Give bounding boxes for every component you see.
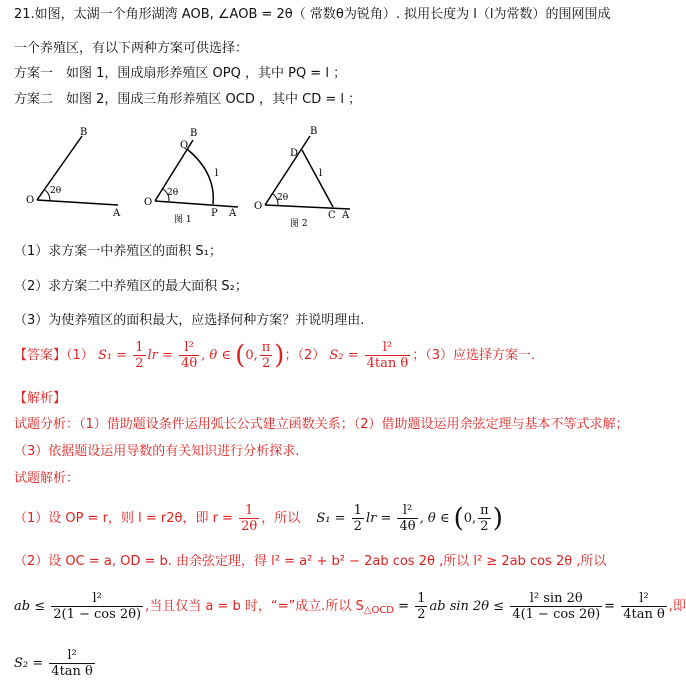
label-angle: 2θ xyxy=(277,193,289,203)
interval-start: 0, xyxy=(245,348,258,363)
label-b: B xyxy=(190,128,198,139)
ab-sin: ab sin 2θ ≤ xyxy=(429,599,505,614)
label-o: O xyxy=(144,197,153,208)
fraction-l2-4theta: $\frac{\text{l²}}{4\theta}$ xyxy=(181,340,198,371)
ab-leq: ab ≤ xyxy=(14,599,46,614)
answer-line: 【答案】（1） S₁ = $\frac{1}{2}$ lr = $\frac{\text{l²}}{4\theta}$ , θ ∈ (0, $\frac{\pi}{2}$ )；（2） S₂ = $\frac{\text{l²}}{\text{4tan θ}}$ ；（3）应选择方案一. xyxy=(14,340,536,371)
problem-line-2: 一个养殖区，有以下两种方案可供选择： xyxy=(14,41,249,56)
answer-part-2: ；（2） xyxy=(284,348,326,363)
fraction-pi-2: $\frac{\pi}{2}$ xyxy=(261,340,271,371)
answer-s2: S₂ = xyxy=(329,348,359,363)
figures xyxy=(0,118,640,238)
scheme-two: 方案二 如图 2，围成三角形养殖区 OCD ，其中 CD = l ； xyxy=(14,92,362,107)
scheme-one: 方案一 如图 1，围成扇形养殖区 OPQ ，其中 PQ = l ； xyxy=(14,66,347,81)
fraction-l2-4tan: $\frac{\text{l²}}{\text{4tan θ}}$ xyxy=(366,340,409,371)
solution-2: （2）设 OC = a, OD = b. 由余弦定理，得 l² = a² + b² − 2ab cos 2θ ,所以 l² ≥ 2ab cos 2θ ,所以 xyxy=(14,554,607,569)
fraction-half: $\frac{1}{2}$ xyxy=(135,340,144,371)
analysis-text-2: （3）依据题设运用导数的有关知识进行分析探求. xyxy=(14,444,300,459)
label-p: P xyxy=(211,208,218,219)
label-d: D xyxy=(290,148,299,159)
solution-1-so: ，所以 xyxy=(261,511,301,526)
final-s2: S₂ = xyxy=(14,656,44,671)
equals-sign: = xyxy=(398,599,410,614)
solution-1-s1: S₁ = xyxy=(316,511,346,526)
question-3: （3）为使养殖区的面积最大，应选择何种方案？并说明理由. xyxy=(14,313,365,328)
label-a: A xyxy=(113,208,121,219)
label-o: O xyxy=(254,201,263,212)
answer-tag: 【答案】 xyxy=(14,348,67,363)
answer-part-1: （1） xyxy=(66,348,94,363)
solution-1-theta-range: , θ ∈ xyxy=(419,511,450,526)
fraction-l2-2-1-cos: $\frac{\text{l²}}{2(1 - \cos 2\theta)}$ xyxy=(53,591,142,622)
answer-lr: lr = xyxy=(147,348,173,363)
solution-3 xyxy=(14,588,686,630)
triangle-subscript: △OCD xyxy=(363,605,395,616)
label-l: l xyxy=(215,168,219,179)
interval-start-2: 0, xyxy=(463,511,477,526)
fraction-half-3: $\frac{1}{2}$ xyxy=(417,591,426,622)
fraction-l2sin-4-1-cos: $\frac{\text{l² sin 2θ}}{4(1 - \cos 2\theta)}$ xyxy=(512,591,601,622)
label-b: B xyxy=(80,127,88,138)
answer-theta-range: , θ ∈ xyxy=(201,348,232,363)
question-2: （2）求方案二中养殖区的最大面积 S₂； xyxy=(14,279,248,294)
fraction-l2-4tan-2: $\frac{\text{l²}}{\text{4tan θ}}$ xyxy=(623,591,665,622)
label-o: O xyxy=(26,195,35,206)
figure-2 xyxy=(254,126,350,229)
label-q: Q xyxy=(180,140,189,151)
label-angle: 2θ xyxy=(167,188,179,198)
solution-1-text: （1）设 OP = r，则 l = r2θ，即 r = xyxy=(14,511,233,526)
fraction-1-2theta: $\frac{1}{2\theta}$ xyxy=(241,503,258,534)
fraction-l2-4theta-2: $\frac{\text{l²}}{4\theta}$ xyxy=(399,503,416,534)
equality-condition: ,当且仅当 a = b 时，“=”成立.所以 S xyxy=(145,599,364,614)
namely-text: ,即 xyxy=(668,599,686,614)
figure-1-caption: 图 1 xyxy=(174,215,192,225)
label-angle: 2θ xyxy=(50,186,62,196)
fraction-pi-2-2: $\frac{\pi}{2}$ xyxy=(480,503,489,534)
solution-4 xyxy=(14,645,97,683)
problem-line-1: 21.如图，太湖一个角形湖湾 AOB, ∠AOB = 2θ（ 常数θ为锐角）. 拟用长度为 l（l为常数）的围网围成 xyxy=(14,7,611,22)
solution-1-lr: lr = xyxy=(365,511,392,526)
answer-s1: S₁ = xyxy=(97,348,128,363)
solution-1: （1）设 OP = r，则 l = r2θ，即 r = $\frac{1}{2\theta}$ ，所以 S₁ = $\frac{1}{2}$ lr = $\frac{\text{l²}}{4\theta}$ , θ ∈ (0, $\frac{\pi}{2}$ ) xyxy=(14,503,503,534)
label-c: C xyxy=(328,210,336,221)
figure-2-caption: 图 2 xyxy=(290,219,308,229)
label-a: A xyxy=(229,208,237,219)
label-b: B xyxy=(310,126,318,137)
fraction-l2-4tan-3: $\frac{\text{l²}}{\text{4tan θ}}$ xyxy=(51,648,93,679)
analysis-tag: 【解析】 xyxy=(14,391,67,406)
fraction-half-2: $\frac{1}{2}$ xyxy=(353,503,362,534)
equals-sign-2: = xyxy=(604,599,616,614)
figure-angle xyxy=(26,127,121,219)
analysis-text-1: 试题分析：（1）借助题设条件运用弧长公式建立函数关系；（2）借助题设运用余弦定理与基本不等式求解； xyxy=(14,417,629,432)
solution-heading: 试题解析： xyxy=(14,471,80,486)
question-1: （1）求方案一中养殖区的面积 S₁； xyxy=(14,244,222,259)
figure-1 xyxy=(144,128,238,225)
label-l: l xyxy=(319,168,323,179)
answer-part-3: ；（3）应选择方案一. xyxy=(412,348,536,363)
label-a: A xyxy=(342,210,350,221)
